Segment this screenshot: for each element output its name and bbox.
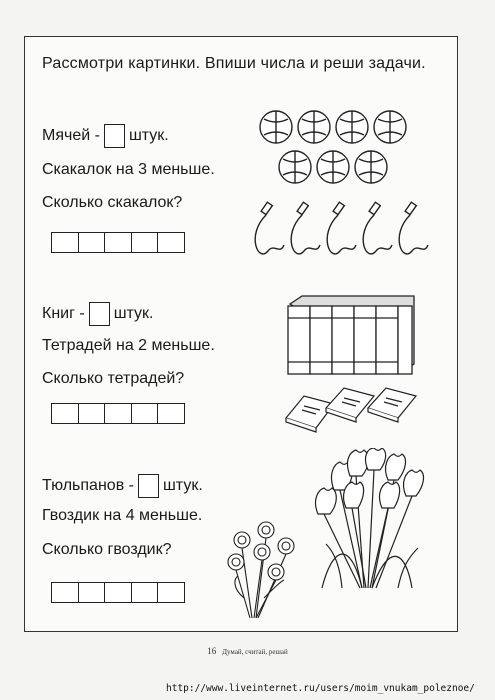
task1-condition: Скакалок на 3 меньше.: [42, 161, 215, 178]
book-icon: [288, 306, 310, 374]
tulip-icon: [370, 482, 400, 588]
jump-rope-icon: [327, 202, 356, 254]
task3-unit: штук.: [162, 477, 203, 495]
task1-answer-cells[interactable]: [51, 232, 184, 253]
answer-cell[interactable]: [104, 232, 132, 253]
answer-cell[interactable]: [131, 582, 159, 603]
task2-unit: штук.: [113, 305, 154, 323]
ball-icon: [279, 151, 311, 183]
answer-cell[interactable]: [157, 582, 185, 603]
answer-cell[interactable]: [51, 232, 79, 253]
jump-rope-icon: [363, 202, 392, 254]
task3-question: Сколько гвоздик?: [42, 541, 172, 558]
jump-rope-icon: [399, 202, 428, 254]
task2-condition: Тетрадей на 2 меньше.: [42, 337, 215, 354]
carnation-icon: [228, 554, 250, 618]
jump-rope-icon: [291, 202, 320, 254]
task2-question: Сколько тетрадей?: [42, 370, 185, 387]
task1-count-label: Мячей -: [42, 127, 100, 145]
answer-cell[interactable]: [51, 403, 79, 424]
book-icon: [398, 306, 412, 374]
task2-answer-cells[interactable]: [51, 403, 184, 424]
task3-answer-cells[interactable]: [51, 582, 184, 603]
book-title: Думай, считай, решай: [222, 648, 288, 656]
ball-icon: [355, 151, 387, 183]
answer-cell[interactable]: [104, 582, 132, 603]
source-watermark: http://www.liveinternet.ru/users/moim_vnukam_poleznoe/: [166, 683, 475, 694]
answer-cell[interactable]: [78, 582, 106, 603]
task2-count-label: Книг -: [42, 305, 85, 323]
ball-icon: [374, 111, 406, 143]
task1-illustration: [250, 105, 450, 275]
notebook-icon: [368, 388, 416, 422]
tulip-icon: [366, 448, 386, 588]
answer-cell[interactable]: [78, 232, 106, 253]
answer-cell[interactable]: [157, 232, 185, 253]
jump-rope-icon: [255, 202, 284, 254]
task3-count-label: Тюльпанов -: [42, 477, 134, 495]
answer-cell[interactable]: [104, 403, 132, 424]
page-footer: [0, 646, 495, 656]
answer-cell[interactable]: [131, 403, 159, 424]
page-number: 16: [207, 646, 217, 656]
tulip-icon: [372, 454, 405, 588]
notebook-icon: [286, 396, 334, 432]
task1-unit: штук.: [128, 127, 169, 145]
tulip-icon: [332, 462, 362, 588]
book-icon: [332, 306, 354, 374]
task1-count-box[interactable]: [104, 124, 125, 148]
ball-icon: [298, 111, 330, 143]
ball-icon: [317, 151, 349, 183]
task2-count-box[interactable]: [89, 302, 110, 326]
task1-question: Сколько скакалок?: [42, 194, 183, 211]
task3-count-box[interactable]: [138, 474, 159, 498]
answer-cell[interactable]: [131, 232, 159, 253]
ball-icon: [336, 111, 368, 143]
answer-cell[interactable]: [157, 403, 185, 424]
instructions: Рассмотри картинки. Впиши числа и реши задачи.: [42, 55, 426, 72]
task2-illustration: [282, 292, 452, 442]
book-icon: [376, 306, 398, 374]
notebook-icon: [326, 388, 374, 422]
book-icon: [354, 306, 376, 374]
task1-count-line: [42, 124, 169, 148]
answer-cell[interactable]: [51, 582, 79, 603]
task3-illustration: [222, 448, 452, 623]
task3-condition: Гвоздик на 4 меньше.: [42, 507, 203, 524]
answer-cell[interactable]: [78, 403, 106, 424]
task2-count-line: [42, 302, 154, 326]
book-icon: [310, 306, 332, 374]
carnation-icon: [234, 532, 252, 618]
tulip-icon: [344, 482, 366, 588]
ball-icon: [260, 111, 292, 143]
task3-count-line: [42, 474, 203, 498]
